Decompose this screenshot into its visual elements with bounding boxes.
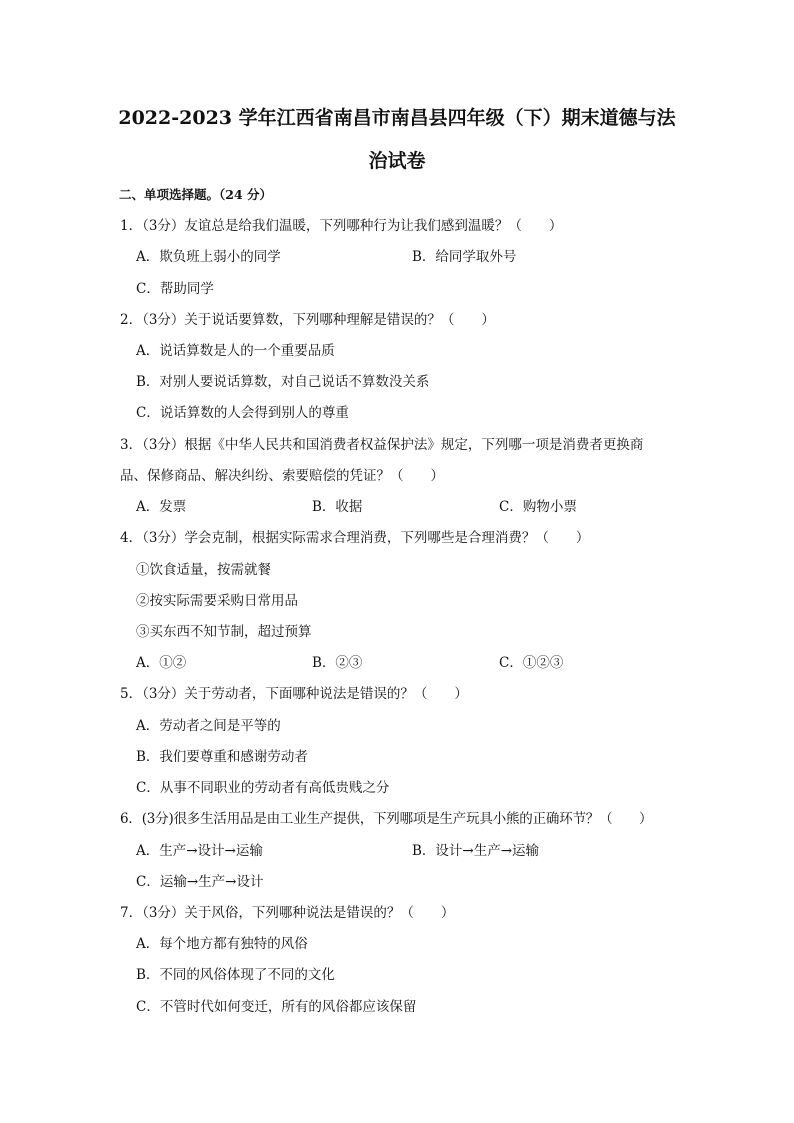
question-4-option-b: B．②③ [312,655,363,671]
question-3-stem: 3．（3分）根据《中华人民共和国消费者权益保护法》规定，下列哪一项是消费者更换商 [120,437,644,453]
question-7-option-a: A．每个地方都有独特的风俗 [136,936,308,952]
question-6-stem: 6．(3分)很多生活用品是由工业生产提供，下列哪项是生产玩具小熊的正确环节？（ ） [120,811,653,827]
question-5-option-c: C．从事不同职业的劳动者有高低贵贱之分 [136,780,390,796]
question-3-option-c: C．购物小票 [499,499,577,515]
question-5-option-a: A．劳动者之间是平等的 [136,718,281,734]
question-3-option-b: B．收据 [312,499,363,515]
exam-title-line1: 2022-2023 学年江西省南昌市南昌县四年级（下）期末道德与法 [118,107,676,129]
question-4-item-2: ②按实际需要采购日常用品 [136,593,298,609]
question-4-option-c: C．①②③ [499,655,564,671]
question-5-stem: 5．（3分）关于劳动者，下面哪种说法是错误的？（ ） [120,686,468,702]
question-2-option-b: B．对别人要说话算数，对自己说话不算数没关系 [136,374,430,390]
question-1-option-c: C．帮助同学 [136,281,214,297]
question-7-option-b: B．不同的风俗体现了不同的文化 [136,967,335,983]
question-3-stem-continued: 品、保修商品、解决纠纷、索要赔偿的凭证？（ ） [120,468,444,484]
question-3-option-a: A．发票 [136,499,187,515]
question-6-option-c: C．运输→生产→设计 [136,874,264,890]
question-2-stem: 2．（3分）关于说话要算数，下列哪种理解是错误的？（ ） [120,312,495,328]
question-6-option-b: B．设计→生产→运输 [412,843,540,859]
question-2-option-c: C．说话算数的人会得到别人的尊重 [136,405,349,421]
question-7-stem: 7．（3分）关于风俗，下列哪种说法是错误的？（ ） [120,905,455,921]
question-4-item-1: ①饮食适量，按需就餐 [136,562,271,578]
question-1-stem: 1．（3分）友谊总是给我们温暖，下列哪种行为让我们感到温暖？（ ） [120,218,563,234]
question-1-option-a: A．欺负班上弱小的同学 [136,249,281,265]
question-4-stem: 4．（3分）学会克制，根据实际需求合理消费，下列哪些是合理消费？（ ） [120,530,590,546]
question-2-option-a: A．说话算数是人的一个重要品质 [136,343,335,359]
question-4-item-3: ③买东西不知节制，超过预算 [136,624,312,640]
question-5-option-b: B．我们要尊重和感谢劳动者 [136,749,308,765]
exam-title-line2: 治试卷 [368,150,426,172]
question-4-option-a: A．①② [136,655,187,671]
question-7-option-c: C．不管时代如何变迁，所有的风俗都应该保留 [136,999,417,1015]
question-1-option-b: B．给同学取外号 [412,249,517,265]
section-heading: 二、单项选择题。（24 分） [119,187,272,202]
question-6-option-a: A．生产→设计→运输 [136,843,263,859]
